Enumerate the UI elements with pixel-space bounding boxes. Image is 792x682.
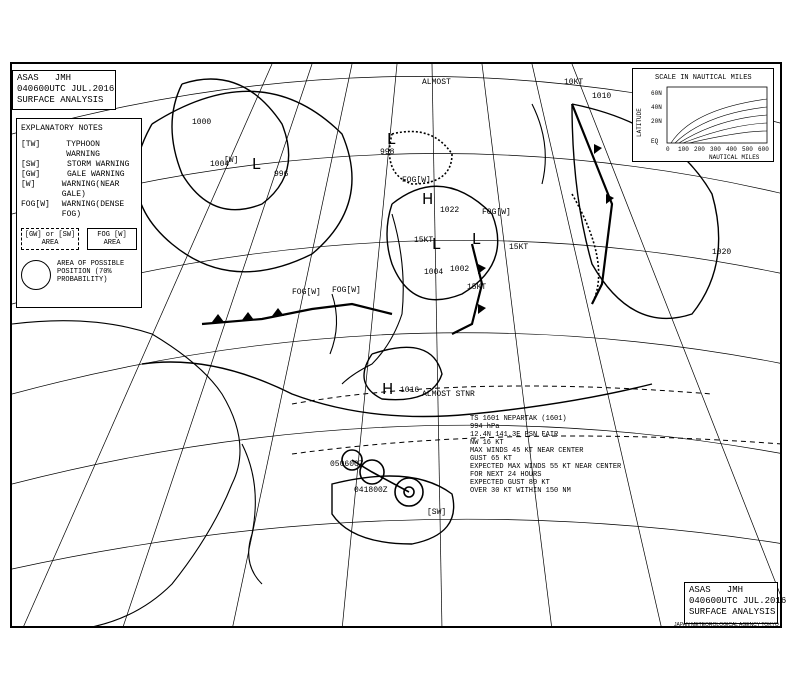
footer-line-3: SURFACE ANALYSIS [689,607,776,617]
legend-text-fog: WARNING(DENSE FOG) [61,200,125,219]
dotted-box-2 [572,194,599,304]
legend-code-tw: [TW] [21,140,41,149]
front-tri-5 [478,304,486,314]
label-speed-4: 15KT [467,283,487,292]
label-time-2: 041800Z [354,486,388,495]
footer-title-box [684,582,787,624]
coastline-philippines [242,444,262,584]
scale-xtick-6: 600 [758,146,769,153]
legend-item-sw [21,160,137,170]
agency-label: JAPAN METEOROLOGICAL AGENCY TOKYO [674,622,779,628]
center-H-1: H [382,380,394,398]
explanatory-notes [16,118,142,308]
legend-text-sw: STORM WARNING [67,160,130,169]
footer-line-1: ASAS JMH [689,585,744,595]
legend-code-sw: [SW] [21,160,41,169]
legend-text-gw: GALE WARNING [67,170,125,179]
coastline-korea [330,294,337,354]
scale-curve-3 [679,115,767,143]
front-tri-1 [212,314,224,322]
label-sw: [SW] [427,508,447,517]
dashed-isobar-1 [292,386,712,404]
legend-area-gw-sw [21,228,79,250]
pressure-value-6: 1022 [440,206,460,215]
scale-title: SCALE IN NAUTICAL MILES [655,74,752,82]
typhoon-line-5: MAX WINDS 45 KT NEAR CENTER [470,447,584,455]
graticule-lat-4 [12,333,782,394]
label-speed-1: 15KT [414,236,434,245]
coastline-kamchatka [532,104,545,184]
front-tri-2 [242,312,254,320]
scale-plot-area [667,87,767,143]
label-fog-2: FOG[W] [482,208,511,217]
graticule-lon-5 [432,64,442,628]
legend-text-tw: TYPHOON WARNING [66,140,100,159]
typhoon-line-2: 994 hPa [470,423,500,431]
scale-ytick-1: 40N [651,104,662,111]
front-tri-4 [478,264,486,274]
scale-box [632,68,774,162]
label-isobar-3: 1020 [712,248,732,257]
center-L-4: L [472,230,481,248]
scale-ylabel: LATITUDE [636,108,643,137]
legend-item-gw [21,170,137,180]
legend-possible-area [21,260,137,290]
header-line-2: 040600UTC JUL.2016 [17,84,115,94]
label-almost-stnr: ALMOST STNR [422,390,475,399]
pressure-value-4: 1002 [450,265,470,274]
label-fog-3: FOG[W] [292,288,321,297]
label-almost-stnr-2: ALMOST [422,78,451,87]
legend-text-w: WARNING(NEAR GALE) [61,180,120,199]
legend-area-a2: AREA [41,239,59,247]
center-L-2: L [387,130,396,148]
scale-xtick-3: 300 [710,146,721,153]
typhoon-line-9: EXPECTED GUST 80 KT [470,479,550,487]
scale-ytick-2: 20N [651,118,662,125]
front-tri-6 [594,144,602,154]
label-fog-1: FOG[W] [402,176,431,185]
label-speed-3: 10KT [564,78,584,87]
scale-curve-5 [689,131,767,143]
possible-area-circle-icon [21,260,51,290]
center-H-2: H [422,190,434,208]
scale-xtick-5: 500 [742,146,753,153]
legend-code-fog: FOG[W] [21,200,50,209]
typhoon-line-6: GUST 65 KT [470,455,513,463]
typhoon-line-4: NW 16 KT [470,439,504,447]
scale-xtick-0: 0 [666,146,670,153]
center-L-1: L [252,155,261,173]
legend-area-boxes [21,228,137,250]
legend-area-fog [87,228,137,250]
center-L-3: L [432,235,441,253]
label-isobar-1: 1000 [192,118,212,127]
scale-xtick-1: 100 [678,146,689,153]
label-fog-4: FOG[W] [332,286,361,295]
label-time-1: 050600Z [330,460,364,469]
pressure-value-1: 996 [274,170,289,179]
graticule-lon-6 [482,64,552,628]
legend-item-fog [21,200,137,220]
coastline-japan [342,214,403,384]
scale-ytick-3: EQ [651,138,659,145]
isobar-a [172,79,289,210]
footer-line-2: 040600UTC JUL.2016 [689,596,787,606]
legend-area-a: [GW] or [SW] [24,231,76,239]
isobar-b [136,91,352,271]
legend-area-b: FOG [W] [97,231,127,239]
header-title-box [12,70,116,110]
label-w-1: [W] [224,156,239,165]
legend-area-b2: AREA [103,239,121,247]
legend-item-w [21,180,137,200]
header-line-3: SURFACE ANALYSIS [17,95,104,105]
typhoon-line-10: OVER 30 KT WITHIN 150 NM [470,487,571,495]
legend-code-w: [W] [21,180,36,189]
scale-xtick-4: 400 [726,146,737,153]
front-tri-7 [606,194,614,204]
front-tri-3 [272,308,284,316]
legend-title: EXPLANATORY NOTES [21,124,103,133]
legend-code-gw: [GW] [21,170,41,179]
scale-xlabel: NAUTICAL MILES [709,154,760,161]
possible-area-text: AREA OF POSSIBLE POSITION (70% PROBABILITY) [57,260,125,284]
label-isobar-4: 1010 [592,92,612,101]
graticule-lat-5 [12,425,782,484]
scale-xtick-2: 200 [694,146,705,153]
typhoon-line-8: FOR NEXT 24 HOURS [470,471,542,479]
typhoon-line-3: 12.4N 141.3E PSN FAIR [470,431,559,439]
scale-curve-4 [683,123,767,143]
label-isobar-2: 1004 [210,160,230,169]
scale-ytick-0: 60N [651,90,662,97]
pressure-value-3: 1004 [424,268,444,277]
pressure-value-2: 998 [380,148,395,157]
pressure-value-5: 1016 [400,386,420,395]
legend-item-tw [21,140,137,160]
header-line-1: ASAS JMH [17,73,72,83]
typhoon-line-1: TS 1601 NEPARTAK (1601) [470,415,567,423]
scale-svg [633,69,775,163]
typhoon-line-7: EXPECTED MAX WINDS 55 KT NEAR CENTER [470,463,622,471]
label-speed-2: 15KT [509,243,529,252]
